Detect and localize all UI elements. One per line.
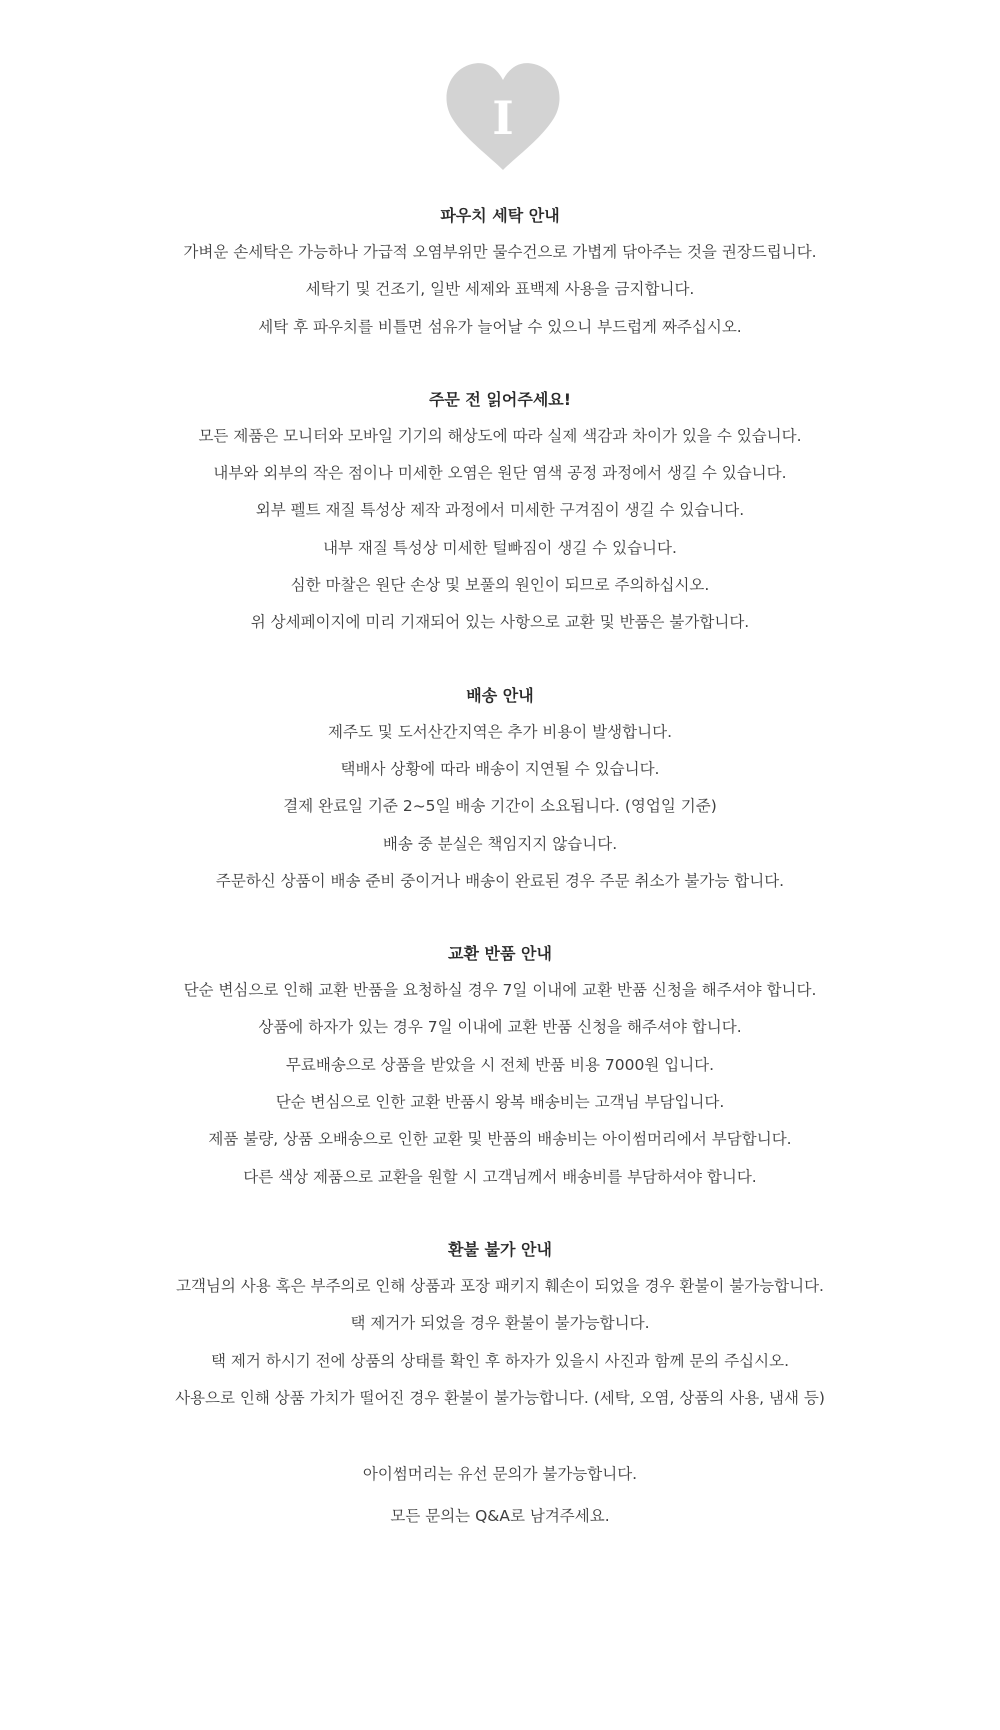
section-title: 교환 반품 안내 [448, 944, 552, 964]
section-title: 환불 불가 안내 [448, 1239, 552, 1259]
logo-letter: I [492, 91, 514, 145]
section-title: 주문 전 읽어주세요! [428, 389, 572, 409]
notice-line: 무료배송으로 상품을 받았을 시 전체 반품 비용 7000원 입니다. [285, 1055, 715, 1074]
notice-line: 다른 색상 제품으로 교환을 원할 시 고객님께서 배송비를 부담하셔야 합니다. [243, 1167, 757, 1186]
notice-line: 택 제거 하시기 전에 상품의 상태를 확인 후 하자가 있을시 사진과 함께 문의 주십시오. [210, 1351, 790, 1370]
notice-line: 가벼운 손세탁은 가능하나 가급적 오염부위만 물수건으로 가볍게 닦아주는 것을 권장드립니다. [183, 243, 817, 261]
notice-line: 상품에 하자가 있는 경우 7일 이내에 교환 반품 신청을 해주셔야 합니다. [258, 1018, 742, 1037]
notice-line: 세탁 후 파우치를 비틀면 섬유가 늘어날 수 있으니 부드럽게 짜주십시오. [258, 317, 742, 336]
section-exchange-return [0, 936, 1000, 1196]
notice-line: 위 상세페이지에 미리 기재되어 있는 사항으로 교환 및 반품은 불가합니다. [250, 613, 750, 632]
section-contact [0, 1453, 1000, 1537]
section-title: 파우치 세탁 안내 [440, 206, 560, 225]
notice-line: 내부 재질 특성상 미세한 털빠짐이 생길 수 있습니다. [323, 538, 677, 557]
section-no-refund [0, 1232, 1000, 1417]
notice-line: 결제 완료일 기준 2~5일 배송 기간이 소요됩니다. (영업일 기준) [283, 797, 717, 816]
notice-line: 단순 변심으로 인해 교환 반품을 요청하실 경우 7일 이내에 교환 반품 신청을 해주셔야 합니다. [183, 981, 817, 1000]
notice-line: 고객님의 사용 혹은 부주의로 인해 상품과 포장 패키지 훼손이 되었을 경우 환불이 불가능합니다. [175, 1276, 824, 1295]
notice-line: 택배사 상황에 따라 배송이 지연될 수 있습니다. [340, 759, 660, 778]
notice-line: 모든 제품은 모니터와 모바일 기기의 해상도에 따라 실제 색감과 차이가 있을 수 있습니다. [198, 426, 802, 445]
section-read-before-order [0, 382, 1000, 642]
notice-line: 모든 문의는 Q&A로 남겨주세요. [390, 1507, 610, 1526]
notice-line: 제주도 및 도서산간지역은 추가 비용이 발생합니다. [328, 722, 672, 741]
notice-line: 아이썸머리는 유선 문의가 불가능합니다. [362, 1465, 638, 1484]
notice-line: 배송 중 분실은 책임지지 않습니다. [382, 834, 618, 853]
notice-line: 제품 불량, 상품 오배송으로 인한 교환 및 반품의 배송비는 아이썸머리에서 부담합니다. [208, 1130, 792, 1149]
notice-line: 심한 마찰은 원단 손상 및 보풀의 원인이 되므로 주의하십시오. [290, 576, 710, 595]
notice-line: 택 제거가 되었을 경우 환불이 불가능합니다. [350, 1314, 650, 1333]
section-pouch-washing [0, 198, 1000, 346]
notice-line: 주문하신 상품이 배송 준비 중이거나 배송이 완료된 경우 주문 취소가 불가능 합니다. [215, 871, 785, 890]
section-title: 배송 안내 [466, 685, 534, 705]
notice-line: 단순 변심으로 인한 교환 반품시 왕복 배송비는 고객님 부담입니다. [275, 1093, 725, 1112]
notice-line: 사용으로 인해 상품 가치가 떨어진 경우 환불이 불가능합니다. (세탁, 오염, 상품의 사용, 냄새 등) [175, 1388, 825, 1407]
heart-logo-icon [444, 62, 562, 172]
notice-line: 내부와 외부의 작은 점이나 미세한 오염은 원단 염색 공정 과정에서 생길 수 있습니다. [213, 464, 787, 483]
notice-content [0, 198, 1000, 1573]
section-shipping [0, 678, 1000, 900]
notice-line: 세탁기 및 건조기, 일반 세제와 표백제 사용을 금지합니다. [305, 280, 695, 299]
notice-line: 외부 펠트 재질 특성상 제작 과정에서 미세한 구겨짐이 생길 수 있습니다. [255, 501, 745, 520]
